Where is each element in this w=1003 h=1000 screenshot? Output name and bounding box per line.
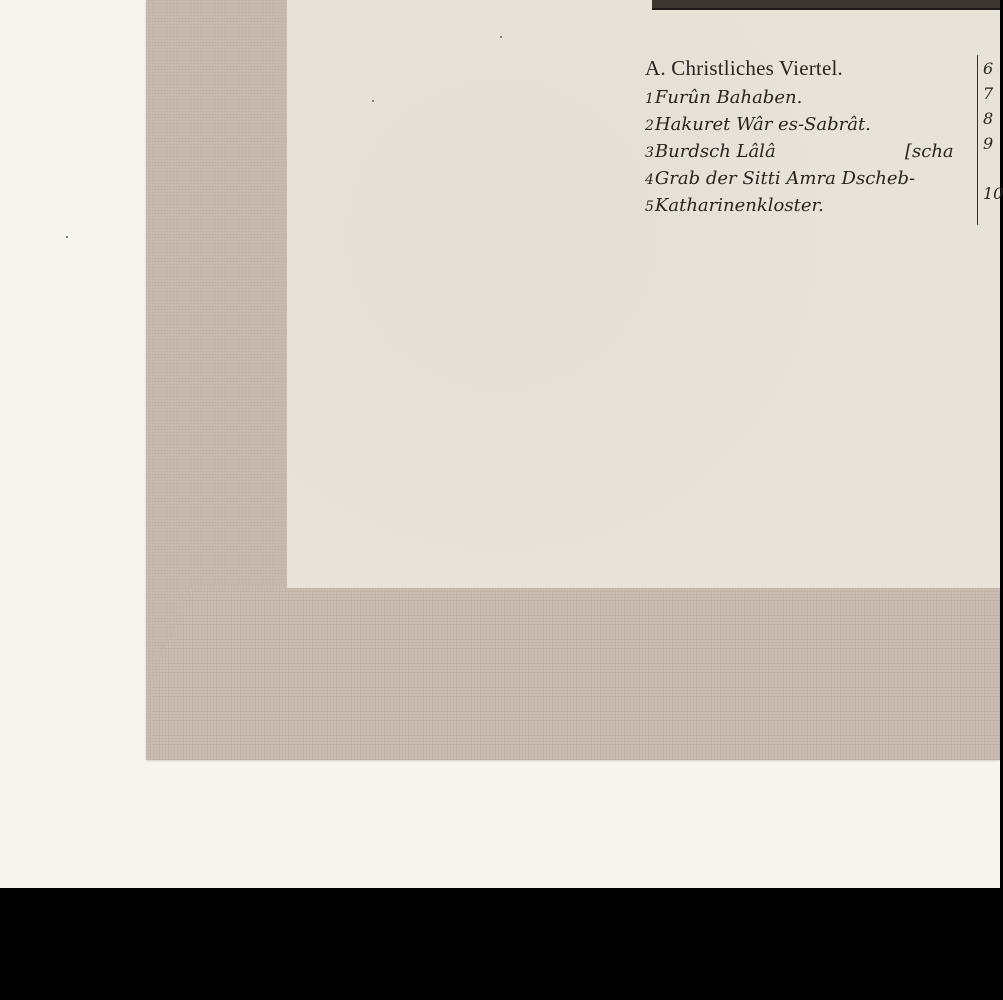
legend-next-number: 8 xyxy=(983,109,994,128)
paper-speck xyxy=(372,100,374,102)
legend-item-text: Hakuret Wâr es-Sabrât. xyxy=(654,114,871,135)
paper-speck xyxy=(66,236,68,238)
legend-item-text: Katharinenkloster. xyxy=(654,195,824,216)
legend-item-number: 2 xyxy=(645,118,654,134)
legend-next-number: 6 xyxy=(983,59,994,78)
legend-item-number: 5 xyxy=(645,199,654,215)
legend-item xyxy=(645,85,975,112)
legend-item-number: 1 xyxy=(645,91,654,107)
legend-item-text: Grab der Sitti Amra Dscheb- xyxy=(654,168,916,189)
paper-speck xyxy=(500,36,502,38)
legend-item-text: Furûn Bahaben. xyxy=(654,87,803,108)
legend-title: A. Christliches Viertel. xyxy=(645,56,843,80)
legend-item-text: Burdsch Lâlâ xyxy=(654,141,776,162)
legend-next-column xyxy=(983,56,1003,206)
legend-column-divider xyxy=(977,55,978,225)
legend-next-number: 9 xyxy=(983,134,994,153)
legend-next-number: 10 xyxy=(983,184,1003,203)
legend-item-number: 3 xyxy=(645,145,654,161)
legend-item xyxy=(645,139,975,166)
map-legend xyxy=(645,56,975,220)
legend-item-continuation: [scha xyxy=(905,141,954,162)
map-frame-edge xyxy=(652,0,1000,10)
legend-item xyxy=(645,166,975,193)
legend-item-number: 4 xyxy=(645,172,654,188)
legend-item xyxy=(645,112,975,139)
linen-tape-bottom-strip xyxy=(150,586,1000,760)
legend-item xyxy=(645,193,975,220)
legend-next-number: 7 xyxy=(983,84,994,103)
